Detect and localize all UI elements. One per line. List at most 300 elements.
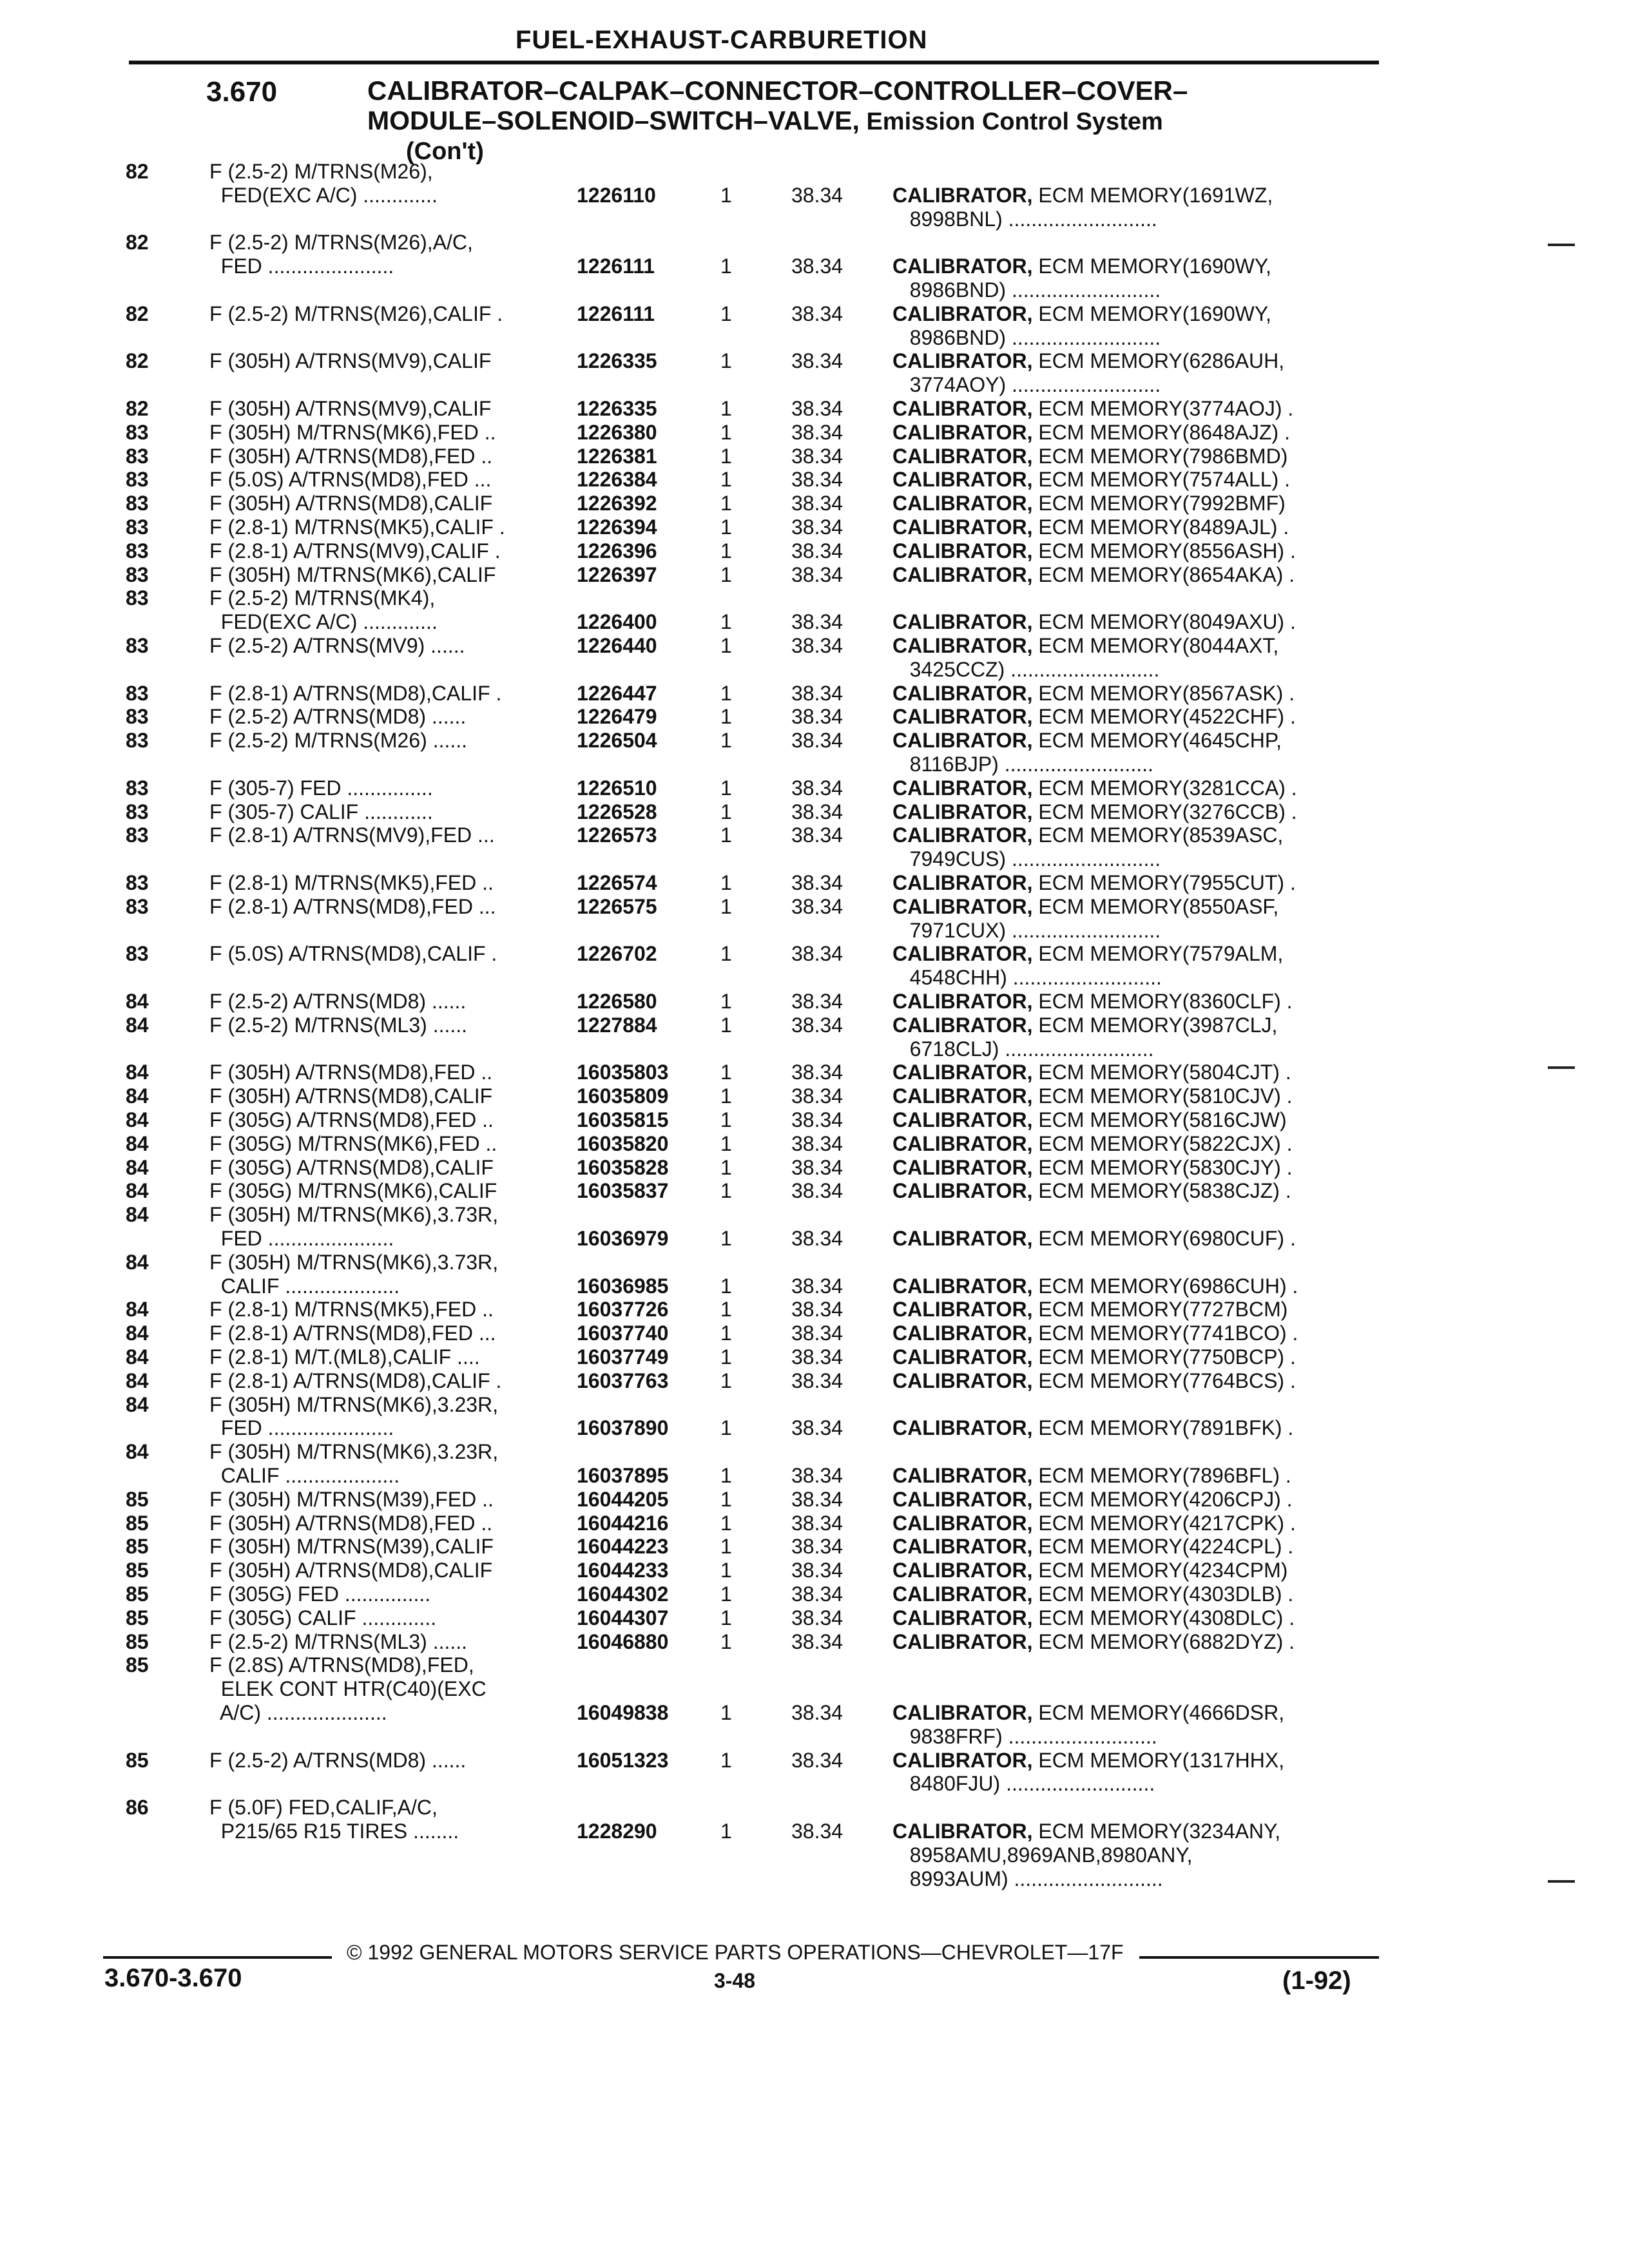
description-line: F (2.5-2) M/TRNS(ML3) ...... xyxy=(209,1629,468,1653)
memory-code: ECM MEMORY(4522CHF) . xyxy=(1032,705,1296,729)
part-name-line xyxy=(892,563,1382,587)
group-number: 83 xyxy=(126,823,149,847)
quantity: 1 xyxy=(720,562,732,586)
description-line: F (305H) M/TRNS(MK6),CALIF xyxy=(209,562,496,586)
part-name-line xyxy=(892,302,1382,326)
memory-code: ECM MEMORY(3276CCB) . xyxy=(1032,800,1297,823)
quantity: 1 xyxy=(720,302,732,325)
section-title-line-2a: MODULE–SOLENOID–SWITCH–VALVE, xyxy=(367,106,860,135)
part-name-line xyxy=(892,658,1382,682)
description-line: F (305H) A/TRNS(MD8),FED .. xyxy=(209,1061,493,1084)
part-name: CALIBRATOR, xyxy=(892,492,1033,515)
part-name-line xyxy=(892,278,1382,302)
header-rule xyxy=(129,61,1379,64)
group-number: 84 xyxy=(126,1084,149,1108)
memory-code: ECM MEMORY(5804CJT) . xyxy=(1032,1061,1291,1084)
part-number: 16035828 xyxy=(577,1155,669,1179)
part-name: CALIBRATOR, xyxy=(892,1582,1033,1606)
margin-mark xyxy=(1548,244,1575,246)
part-name-line xyxy=(892,1488,1382,1512)
part-name: CALIBRATOR, xyxy=(892,1131,1033,1155)
price: 38.34 xyxy=(791,1274,843,1298)
quantity: 1 xyxy=(720,1511,732,1535)
price: 38.34 xyxy=(791,1629,843,1653)
description-line: F (2.5-2) M/TRNS(M26), xyxy=(209,160,433,183)
price: 38.34 xyxy=(791,681,843,705)
part-name: CALIBRATOR, xyxy=(892,183,1033,207)
part-name-line xyxy=(892,634,1382,658)
part-name: CALIBRATOR, xyxy=(892,562,1033,586)
part-name: CALIBRATOR, xyxy=(892,1463,1033,1487)
footer-rule-left xyxy=(103,1956,332,1959)
quantity: 1 xyxy=(720,420,732,444)
part-number: 1226400 xyxy=(577,610,657,634)
part-name-line xyxy=(892,729,1382,753)
memory-code: 9838FRF) .......................... xyxy=(892,1724,1157,1748)
quantity: 1 xyxy=(720,1629,732,1653)
part-name-line xyxy=(892,871,1382,895)
memory-code: ECM MEMORY(4206CPJ) . xyxy=(1032,1487,1293,1511)
part-name-line xyxy=(892,753,1382,776)
description-line: F (305H) M/TRNS(M39),FED .. xyxy=(209,1487,494,1511)
group-number: 85 xyxy=(126,1535,149,1559)
part-name-line xyxy=(892,1132,1382,1156)
part-name-line xyxy=(892,207,1382,231)
group-number: 83 xyxy=(126,800,149,823)
part-name-line xyxy=(892,776,1382,800)
description-line: F (305G) A/TRNS(MD8),CALIF xyxy=(209,1155,494,1179)
part-name-line xyxy=(892,1156,1382,1180)
part-name-line xyxy=(892,1701,1382,1725)
price: 38.34 xyxy=(791,871,843,894)
part-number: 1226575 xyxy=(577,894,657,918)
description-line: F (2.8-1) M/TRNS(MK5),FED .. xyxy=(209,871,494,894)
part-name: CALIBRATOR, xyxy=(892,1061,1033,1084)
part-number: 1228290 xyxy=(577,1819,657,1843)
description-line: FED ...................... xyxy=(209,255,394,278)
price: 38.34 xyxy=(791,800,843,823)
quantity: 1 xyxy=(720,1179,732,1203)
memory-code: 8986BND) .......................... xyxy=(892,325,1161,349)
part-number: 1226479 xyxy=(577,705,657,729)
part-name: CALIBRATOR, xyxy=(892,1084,1033,1108)
memory-code: ECM MEMORY(5838CJZ) . xyxy=(1032,1179,1291,1203)
description-line: F (305G) M/TRNS(MK6),CALIF xyxy=(209,1179,497,1203)
memory-code: ECM MEMORY(1317HHX, xyxy=(1032,1748,1285,1772)
price: 38.34 xyxy=(791,255,843,278)
memory-code: 4548CHH) .......................... xyxy=(892,966,1162,990)
memory-code: ECM MEMORY(7574ALL) . xyxy=(1032,468,1290,492)
quantity: 1 xyxy=(720,1463,732,1487)
description-line: F (305G) CALIF ............. xyxy=(209,1606,437,1629)
group-number: 84 xyxy=(126,1155,149,1179)
memory-code: ECM MEMORY(4303DLB) . xyxy=(1032,1582,1294,1606)
part-name: CALIBRATOR, xyxy=(892,705,1033,729)
memory-code: ECM MEMORY(5822CJX) . xyxy=(1032,1131,1293,1155)
description-line: F (305H) M/TRNS(MK6),3.73R, xyxy=(209,1250,499,1274)
price: 38.34 xyxy=(791,468,843,492)
price: 38.34 xyxy=(791,1463,843,1487)
group-number: 84 xyxy=(126,1321,149,1345)
part-name: CALIBRATOR, xyxy=(892,1321,1033,1345)
price: 38.34 xyxy=(791,1108,843,1131)
part-name: CALIBRATOR, xyxy=(892,468,1033,492)
part-number: 1226392 xyxy=(577,492,657,515)
price: 38.34 xyxy=(791,1179,843,1203)
part-number: 1226580 xyxy=(577,990,657,1013)
part-name-line xyxy=(892,421,1382,445)
section-title xyxy=(367,76,1373,166)
part-number: 16037726 xyxy=(577,1298,669,1321)
description-line: F (2.5-2) M/TRNS(M26),A/C, xyxy=(209,231,473,255)
price: 38.34 xyxy=(791,1535,843,1559)
description-line: F (305H) M/TRNS(MK6),3.73R, xyxy=(209,1203,499,1227)
quantity: 1 xyxy=(720,1084,732,1108)
part-number: 1226574 xyxy=(577,871,657,894)
description-line: F (2.5-2) A/TRNS(MV9) ...... xyxy=(209,634,465,657)
part-name: CALIBRATOR, xyxy=(892,1013,1033,1037)
group-number: 86 xyxy=(126,1796,149,1820)
footer-copyright: © 1992 GENERAL MOTORS SERVICE PARTS OPERATIONS—CHEVROLET—17F xyxy=(347,1941,1124,1964)
part-number: 1226335 xyxy=(577,397,657,420)
part-name-line xyxy=(892,1820,1382,1843)
part-number: 16044205 xyxy=(577,1487,669,1511)
part-number: 16044233 xyxy=(577,1559,669,1582)
description-line: F (2.5-2) M/TRNS(M26) ...... xyxy=(209,729,468,753)
group-number: 82 xyxy=(126,231,149,255)
part-name-line xyxy=(892,847,1382,871)
memory-code: ECM MEMORY(3987CLJ, xyxy=(1032,1013,1278,1037)
price: 38.34 xyxy=(791,1582,843,1606)
part-name: CALIBRATOR, xyxy=(892,1511,1033,1535)
price: 38.34 xyxy=(791,705,843,729)
memory-code: ECM MEMORY(8567ASK) . xyxy=(1032,681,1295,705)
price: 38.34 xyxy=(791,1748,843,1772)
part-number: 16051323 xyxy=(577,1748,669,1772)
quantity: 1 xyxy=(720,1131,732,1155)
description-line: F (2.5-2) A/TRNS(MD8) ...... xyxy=(209,990,467,1013)
part-name: CALIBRATOR, xyxy=(892,1345,1033,1369)
part-name-line xyxy=(892,1369,1382,1393)
part-name-line xyxy=(892,1345,1382,1369)
part-name: CALIBRATOR, xyxy=(892,1606,1033,1629)
quantity: 1 xyxy=(720,1606,732,1629)
quantity: 1 xyxy=(720,776,732,800)
part-name-line xyxy=(892,1559,1382,1582)
part-number: 1226573 xyxy=(577,823,657,847)
description-line: F (305H) M/TRNS(MK6),3.23R, xyxy=(209,1392,499,1416)
part-name-line xyxy=(892,397,1382,421)
quantity: 1 xyxy=(720,942,732,966)
group-number: 85 xyxy=(126,1653,149,1677)
section-title-continued: (Con't) xyxy=(406,138,484,165)
group-number: 84 xyxy=(126,1369,149,1392)
group-number: 83 xyxy=(126,776,149,800)
memory-code: ECM MEMORY(8049AXU) . xyxy=(1032,610,1296,634)
quantity: 1 xyxy=(720,634,732,657)
part-number: 1226702 xyxy=(577,942,657,966)
memory-code: ECM MEMORY(8550ASF, xyxy=(1032,894,1279,918)
quantity: 1 xyxy=(720,729,732,753)
memory-code: 8998BNL) .......................... xyxy=(892,207,1157,231)
price: 38.34 xyxy=(791,823,843,847)
part-name: CALIBRATOR, xyxy=(892,634,1033,657)
price: 38.34 xyxy=(791,990,843,1013)
price: 38.34 xyxy=(791,397,843,420)
quantity: 1 xyxy=(720,1369,732,1392)
memory-code: ECM MEMORY(4224CPL) . xyxy=(1032,1535,1294,1559)
memory-code: ECM MEMORY(8044AXT, xyxy=(1032,634,1279,657)
description-line: ELEK CONT HTR(C40)(EXC xyxy=(209,1677,487,1701)
section-title-line-2 xyxy=(367,106,1373,137)
part-name: CALIBRATOR, xyxy=(892,1108,1033,1131)
part-name-line xyxy=(892,823,1382,847)
part-name-line xyxy=(892,705,1382,729)
part-name-line xyxy=(892,966,1382,990)
quantity: 1 xyxy=(720,823,732,847)
part-name: CALIBRATOR, xyxy=(892,1535,1033,1559)
part-name-line xyxy=(892,1416,1382,1440)
description-line: F (2.8-1) A/TRNS(MV9),FED ... xyxy=(209,823,495,847)
description-line: F (2.8-1) A/TRNS(MD8),FED ... xyxy=(209,894,496,918)
group-number: 84 xyxy=(126,1250,149,1274)
part-name: CALIBRATOR, xyxy=(892,1226,1033,1250)
quantity: 1 xyxy=(720,705,732,729)
quantity: 1 xyxy=(720,1559,732,1582)
part-name: CALIBRATOR, xyxy=(892,1629,1033,1653)
memory-code: 8958AMU,8969ANB,8980ANY, xyxy=(892,1843,1193,1867)
memory-code: ECM MEMORY(5810CJV) . xyxy=(1032,1084,1293,1108)
part-name-line xyxy=(892,800,1382,824)
part-name: CALIBRATOR, xyxy=(892,1559,1033,1582)
part-name: CALIBRATOR, xyxy=(892,1748,1033,1772)
part-number: 1227884 xyxy=(577,1013,657,1037)
part-name-line xyxy=(892,1274,1382,1298)
part-name-line xyxy=(892,1772,1382,1796)
group-number: 84 xyxy=(126,990,149,1013)
quantity: 1 xyxy=(720,1155,732,1179)
group-number: 85 xyxy=(126,1629,149,1653)
quantity: 1 xyxy=(720,1345,732,1369)
description-line: F (305H) M/TRNS(MK6),3.23R, xyxy=(209,1440,499,1464)
part-name-line xyxy=(892,515,1382,539)
group-number: 83 xyxy=(126,586,149,610)
group-number: 84 xyxy=(126,1203,149,1227)
description-line: F (5.0S) A/TRNS(MD8),CALIF . xyxy=(209,942,497,966)
group-number: 83 xyxy=(126,420,149,444)
section-title-line-1: CALIBRATOR–CALPAK–CONNECTOR–CONTROLLER–COVER– xyxy=(367,75,1188,106)
group-number: 84 xyxy=(126,1013,149,1037)
part-name: CALIBRATOR, xyxy=(892,302,1033,325)
footer-page-number: 3-48 xyxy=(714,1969,756,1992)
quantity: 1 xyxy=(720,1487,732,1511)
part-name: CALIBRATOR, xyxy=(892,420,1033,444)
price: 38.34 xyxy=(791,1013,843,1037)
footer-section-range: 3.670-3.670 xyxy=(104,1964,242,1992)
part-name: CALIBRATOR, xyxy=(892,729,1033,753)
part-name: CALIBRATOR, xyxy=(892,1369,1033,1392)
memory-code: ECM MEMORY(3234ANY, xyxy=(1032,1819,1281,1843)
price: 38.34 xyxy=(791,1369,843,1392)
memory-code: 3425CCZ) .......................... xyxy=(892,657,1160,681)
group-number: 83 xyxy=(126,492,149,515)
part-name: CALIBRATOR, xyxy=(892,539,1033,562)
quantity: 1 xyxy=(720,1108,732,1131)
description-line: F (5.0S) A/TRNS(MD8),FED ... xyxy=(209,468,492,492)
group-number: 83 xyxy=(126,681,149,705)
part-name: CALIBRATOR, xyxy=(892,800,1033,823)
memory-code: ECM MEMORY(7891BFK) . xyxy=(1032,1416,1294,1440)
part-name: CALIBRATOR, xyxy=(892,823,1033,847)
price: 38.34 xyxy=(791,444,843,468)
price: 38.34 xyxy=(791,1131,843,1155)
part-number: 1226504 xyxy=(577,729,657,753)
part-name: CALIBRATOR, xyxy=(892,990,1033,1013)
part-number: 1226510 xyxy=(577,776,657,800)
memory-code: ECM MEMORY(8654AKA) . xyxy=(1032,562,1295,586)
section-title-line-2b: Emission Control System xyxy=(859,108,1163,135)
memory-code: ECM MEMORY(8539ASC, xyxy=(1032,823,1284,847)
quantity: 1 xyxy=(720,539,732,562)
part-number: 16044223 xyxy=(577,1535,669,1559)
memory-code: ECM MEMORY(5830CJY) . xyxy=(1032,1155,1293,1179)
description-line: F (305G) M/TRNS(MK6),FED .. xyxy=(209,1131,497,1155)
group-number: 85 xyxy=(126,1582,149,1606)
part-number: 1226394 xyxy=(577,515,657,539)
price: 38.34 xyxy=(791,1345,843,1369)
part-number: 1226528 xyxy=(577,800,657,823)
quantity: 1 xyxy=(720,1321,732,1345)
description-line: F (305-7) FED ............... xyxy=(209,776,433,800)
part-name-line xyxy=(892,1061,1382,1084)
description-line: F (2.5-2) A/TRNS(MD8) ...... xyxy=(209,705,467,729)
part-number: 1226447 xyxy=(577,681,657,705)
memory-code: ECM MEMORY(8360CLF) . xyxy=(1032,990,1293,1013)
part-number: 16036979 xyxy=(577,1226,669,1250)
part-number: 16044302 xyxy=(577,1582,669,1606)
part-name-line xyxy=(892,1227,1382,1251)
quantity: 1 xyxy=(720,1226,732,1250)
part-name-line xyxy=(892,1535,1382,1559)
quantity: 1 xyxy=(720,871,732,894)
description-line: F (2.8-1) A/TRNS(MD8),FED ... xyxy=(209,1321,496,1345)
quantity: 1 xyxy=(720,349,732,373)
memory-code: 3774AOY) .......................... xyxy=(892,373,1161,397)
footer-date: (1-92) xyxy=(1282,1966,1351,1995)
part-name: CALIBRATOR, xyxy=(892,1298,1033,1321)
part-name-line xyxy=(892,990,1382,1014)
description-line: F (2.5-2) A/TRNS(MD8) ...... xyxy=(209,1748,467,1772)
quantity: 1 xyxy=(720,894,732,918)
part-name-line xyxy=(892,1725,1382,1749)
description-line: F (2.8-1) M/TRNS(MK5),CALIF . xyxy=(209,515,505,539)
price: 38.34 xyxy=(791,634,843,657)
price: 38.34 xyxy=(791,562,843,586)
part-name-line xyxy=(892,445,1382,468)
group-number: 85 xyxy=(126,1559,149,1582)
quantity: 1 xyxy=(720,1013,732,1037)
part-number: 1226380 xyxy=(577,420,657,444)
memory-code: ECM MEMORY(1690WY, xyxy=(1032,255,1271,278)
quantity: 1 xyxy=(720,183,732,207)
part-name-line xyxy=(892,255,1382,278)
part-name-line xyxy=(892,919,1382,943)
memory-code: ECM MEMORY(3774AOJ) . xyxy=(1032,397,1294,420)
group-number: 84 xyxy=(126,1440,149,1464)
group-number: 85 xyxy=(126,1748,149,1772)
description-line: F (305H) A/TRNS(MD8),FED .. xyxy=(209,444,493,468)
memory-code: ECM MEMORY(7992BMF) xyxy=(1032,492,1286,515)
memory-code: ECM MEMORY(7727BCM) xyxy=(1032,1298,1288,1321)
part-name: CALIBRATOR, xyxy=(892,942,1033,966)
part-name-line xyxy=(892,895,1382,919)
part-number: 16035837 xyxy=(577,1179,669,1203)
part-name-line xyxy=(892,539,1382,563)
part-name-line xyxy=(892,1179,1382,1203)
part-number: 1226381 xyxy=(577,444,657,468)
description-line: F (305-7) CALIF ............ xyxy=(209,800,433,823)
description-line: F (2.8-1) M/T.(ML8),CALIF .... xyxy=(209,1345,480,1369)
price: 38.34 xyxy=(791,1559,843,1582)
part-number: 16036985 xyxy=(577,1274,669,1298)
part-number: 16049838 xyxy=(577,1700,669,1724)
quantity: 1 xyxy=(720,468,732,492)
part-name: CALIBRATOR, xyxy=(892,776,1033,800)
part-name: CALIBRATOR, xyxy=(892,871,1033,894)
quantity: 1 xyxy=(720,444,732,468)
part-name-line xyxy=(892,1606,1382,1630)
price: 38.34 xyxy=(791,610,843,634)
part-number: 16037749 xyxy=(577,1345,669,1369)
part-name: CALIBRATOR, xyxy=(892,1179,1033,1203)
part-name: CALIBRATOR, xyxy=(892,1819,1033,1843)
part-name-line xyxy=(892,1843,1382,1867)
price: 38.34 xyxy=(791,1155,843,1179)
quantity: 1 xyxy=(720,1061,732,1084)
memory-code: ECM MEMORY(7579ALM, xyxy=(1032,942,1284,966)
part-name-line xyxy=(892,610,1382,634)
group-number: 84 xyxy=(126,1345,149,1369)
quantity: 1 xyxy=(720,397,732,420)
memory-code: ECM MEMORY(7741BCO) . xyxy=(1032,1321,1298,1345)
memory-code: 8116BJP) .......................... xyxy=(892,752,1153,776)
price: 38.34 xyxy=(791,1819,843,1843)
quantity: 1 xyxy=(720,1535,732,1559)
part-name: CALIBRATOR, xyxy=(892,1487,1033,1511)
memory-code: 8986BND) .......................... xyxy=(892,278,1161,302)
group-number: 84 xyxy=(126,1108,149,1131)
description-line: F (2.5-2) M/TRNS(ML3) ...... xyxy=(209,1013,468,1037)
memory-code: ECM MEMORY(6986CUH) . xyxy=(1032,1274,1298,1298)
part-name-line xyxy=(892,349,1382,373)
part-number: 1226110 xyxy=(577,183,656,207)
part-number: 16044307 xyxy=(577,1606,669,1629)
part-name-line xyxy=(892,1630,1382,1654)
group-number: 83 xyxy=(126,942,149,966)
group-number: 83 xyxy=(126,871,149,894)
part-name-line xyxy=(892,942,1382,966)
part-name: CALIBRATOR, xyxy=(892,894,1033,918)
description-line: F (2.8-1) A/TRNS(MD8),CALIF . xyxy=(209,1369,502,1392)
description-line: F (305H) A/TRNS(MD8),CALIF xyxy=(209,1559,493,1582)
description-line: P215/65 R15 TIRES ........ xyxy=(209,1819,459,1843)
group-number: 85 xyxy=(126,1511,149,1535)
part-name: CALIBRATOR, xyxy=(892,610,1033,634)
part-name-line xyxy=(892,682,1382,706)
part-number: 16046880 xyxy=(577,1629,669,1653)
description-line: F (305H) A/TRNS(MD8),FED .. xyxy=(209,1511,493,1535)
price: 38.34 xyxy=(791,420,843,444)
